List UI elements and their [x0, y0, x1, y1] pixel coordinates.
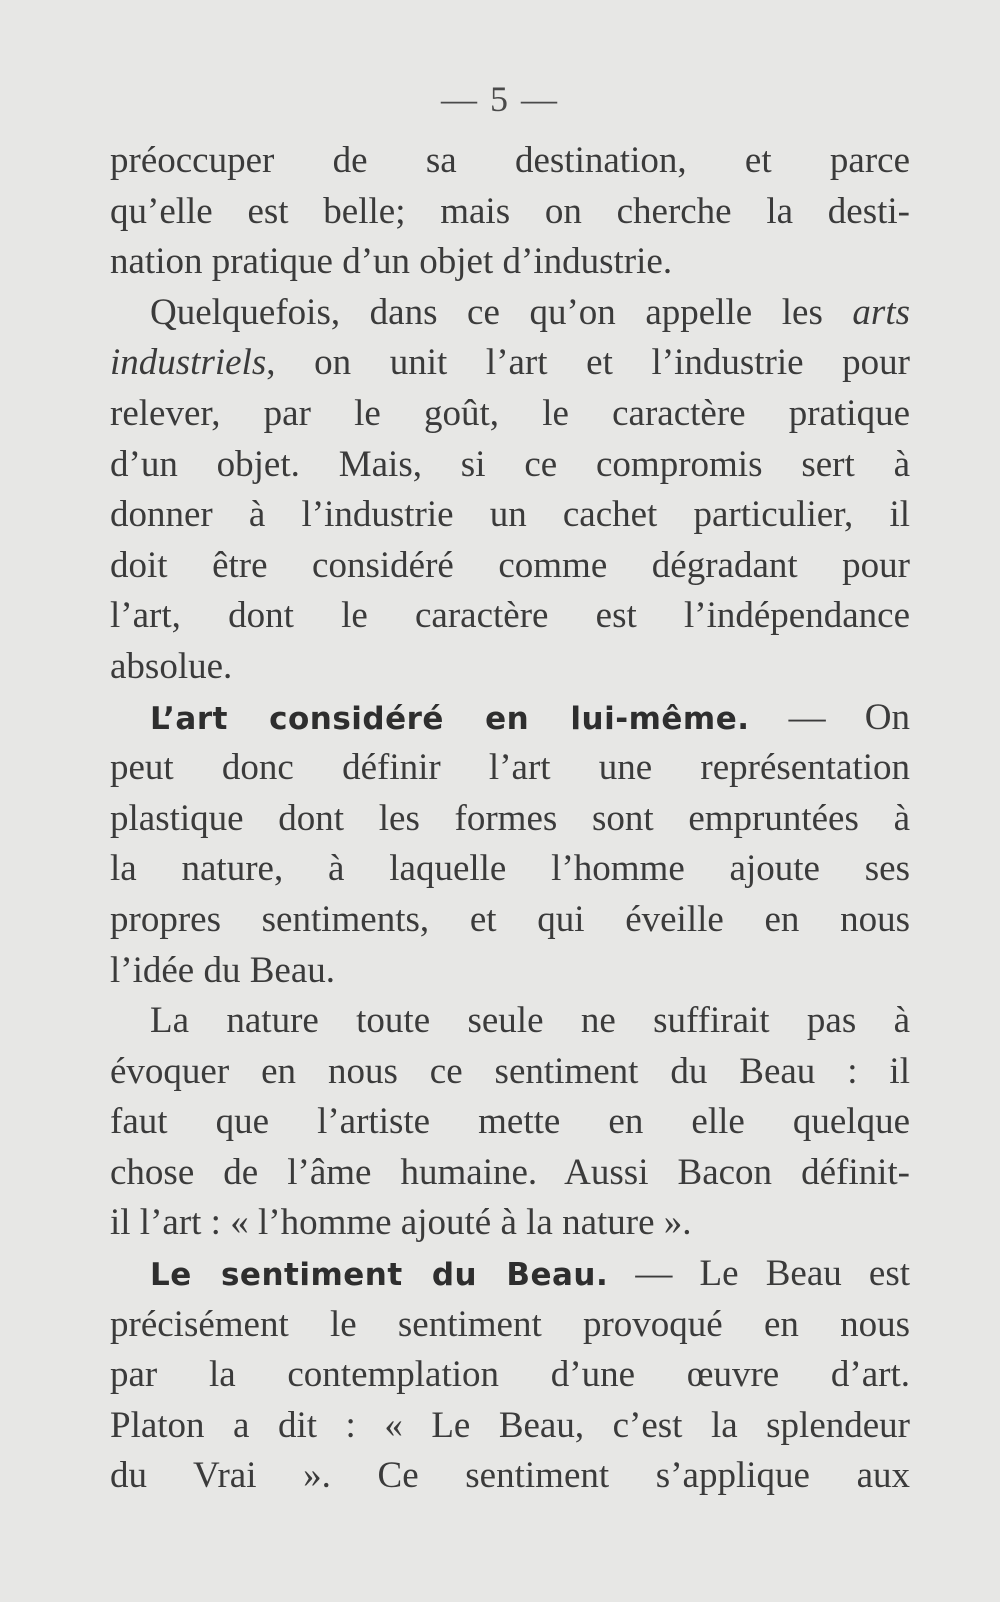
- text-line: plastique dont les formes sont empruntées à: [110, 797, 910, 839]
- section-line: [110, 1249, 910, 1300]
- text-line: l’art, dont le caractère est l’indépendance: [110, 595, 910, 637]
- italic-term: industriels: [110, 342, 267, 384]
- text-line: Platon a dit : « Le Beau, c’est la splendeur: [110, 1404, 910, 1446]
- text-line: [110, 288, 910, 339]
- page-number: — 5 —: [441, 79, 559, 119]
- text-line: relever, par le goût, le caractère pratique: [110, 392, 910, 434]
- body-text: [110, 136, 910, 1502]
- text-line: peut donc définir l’art une représentation: [110, 747, 910, 789]
- section-heading: Le sentiment du Beau.: [150, 1257, 609, 1294]
- text-line: précisément le sentiment provoqué en nous: [110, 1303, 910, 1345]
- text-line: la nature, à laquelle l’homme ajoute ses: [110, 848, 910, 890]
- section-line: [110, 693, 910, 744]
- text-line: préoccuper de sa destination, et parce: [110, 140, 910, 181]
- line-segment: — Le Beau est: [608, 1253, 910, 1295]
- text-line: donner à l’industrie un cachet particulier, il: [110, 494, 910, 536]
- text-line: l’idée du Beau.: [110, 949, 335, 991]
- text-line: du Vrai ». Ce sentiment s’applique aux: [110, 1455, 910, 1497]
- text-line: nation pratique d’un objet d’industrie.: [110, 241, 673, 283]
- text-line: La nature toute seule ne suffirait pas à: [150, 1000, 910, 1042]
- line-segment: Quelquefois, dans ce qu’on appelle les: [150, 291, 853, 333]
- line-segment: — On: [749, 696, 910, 738]
- text-line: faut que l’artiste mette en elle quelque: [110, 1101, 910, 1143]
- italic-term: arts: [852, 291, 910, 333]
- text-line: évoquer en nous ce sentiment du Beau : il: [110, 1050, 910, 1092]
- text-line: chose de l’âme humaine. Aussi Bacon définit-: [110, 1151, 910, 1193]
- text-line: [110, 338, 910, 389]
- text-line: il l’art : « l’homme ajouté à la nature ».: [110, 1202, 692, 1244]
- text-line: qu’elle est belle; mais on cherche la desti-: [110, 190, 910, 232]
- section-heading: L’art considéré en lui-même.: [150, 700, 750, 737]
- text-line: absolue.: [110, 645, 233, 687]
- text-line: par la contemplation d’une œuvre d’art.: [110, 1354, 910, 1396]
- text-line: propres sentiments, et qui éveille en nous: [110, 898, 910, 940]
- line-segment: , on unit l’art et l’industrie pour: [266, 342, 910, 384]
- text-line: doit être considéré comme dégradant pour: [110, 544, 910, 586]
- text-line: d’un objet. Mais, si ce compromis sert à: [110, 443, 910, 485]
